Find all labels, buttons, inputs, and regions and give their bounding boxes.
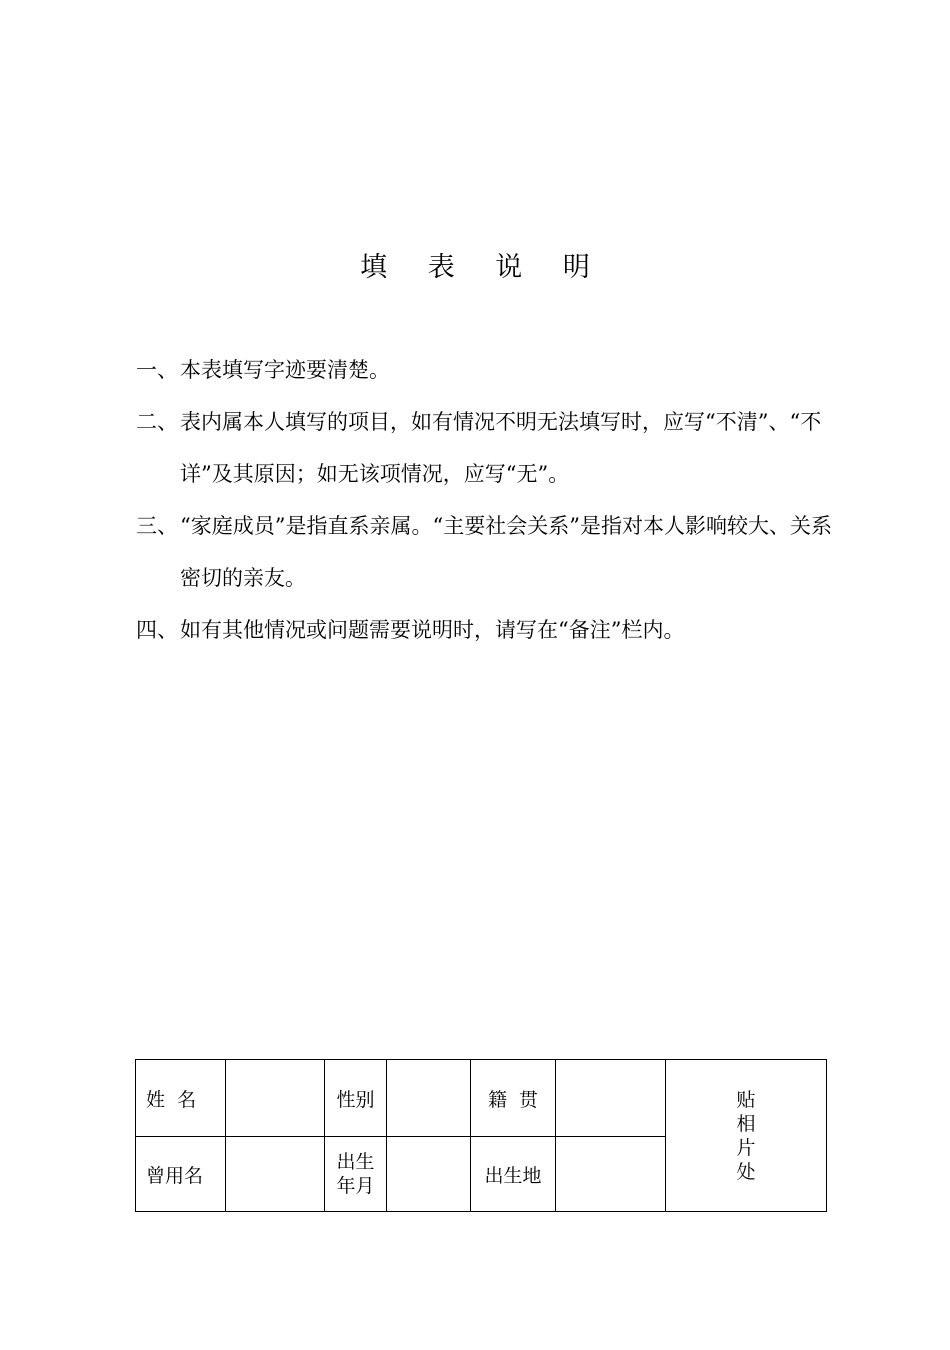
item-text: “家庭成员”是指直系亲属。“主要社会关系”是指对本人影响较大、关系密切的亲友。 xyxy=(180,514,832,590)
photo-char: 片 xyxy=(736,1136,756,1159)
native-place-label: 籍 贯 xyxy=(471,1060,556,1137)
item-number: 一、 xyxy=(136,358,178,382)
list-item xyxy=(136,500,836,604)
photo-char: 贴 xyxy=(736,1088,756,1111)
personal-info-table xyxy=(135,1059,827,1212)
item-number: 二、 xyxy=(136,410,178,434)
gender-field[interactable] xyxy=(387,1060,471,1137)
item-number: 三、 xyxy=(136,514,178,538)
birthplace-label: 出生地 xyxy=(471,1137,556,1212)
item-text: 本表填写字迹要清楚。 xyxy=(180,358,390,382)
list-item xyxy=(136,604,836,656)
item-text: 如有其他情况或问题需要说明时，请写在“备注”栏内。 xyxy=(180,618,685,642)
photo-char: 处 xyxy=(736,1160,756,1183)
list-item xyxy=(136,396,836,500)
name-label: 姓 名 xyxy=(136,1060,226,1137)
photo-box[interactable] xyxy=(666,1060,827,1212)
native-place-field[interactable] xyxy=(556,1060,666,1137)
item-number: 四、 xyxy=(136,618,178,642)
birth-date-field[interactable] xyxy=(387,1137,471,1212)
instructions-list xyxy=(136,344,836,656)
birth-label-line: 出生 xyxy=(336,1151,375,1173)
birth-label-line: 年月 xyxy=(336,1175,375,1197)
birthplace-field[interactable] xyxy=(556,1137,666,1212)
gender-label: 性别 xyxy=(325,1060,387,1137)
former-name-field[interactable] xyxy=(226,1137,325,1212)
photo-char: 相 xyxy=(736,1112,756,1135)
page-title: 填 表 说 明 xyxy=(360,252,606,283)
table-row xyxy=(136,1060,827,1137)
former-name-label: 曾用名 xyxy=(136,1137,226,1212)
name-field[interactable] xyxy=(226,1060,325,1137)
birth-date-label xyxy=(325,1137,387,1212)
item-text: 表内属本人填写的项目，如有情况不明无法填写时，应写“不清”、“不详”及其原因；如无该项情况，应写“无”。 xyxy=(180,410,822,486)
list-item xyxy=(136,344,836,396)
